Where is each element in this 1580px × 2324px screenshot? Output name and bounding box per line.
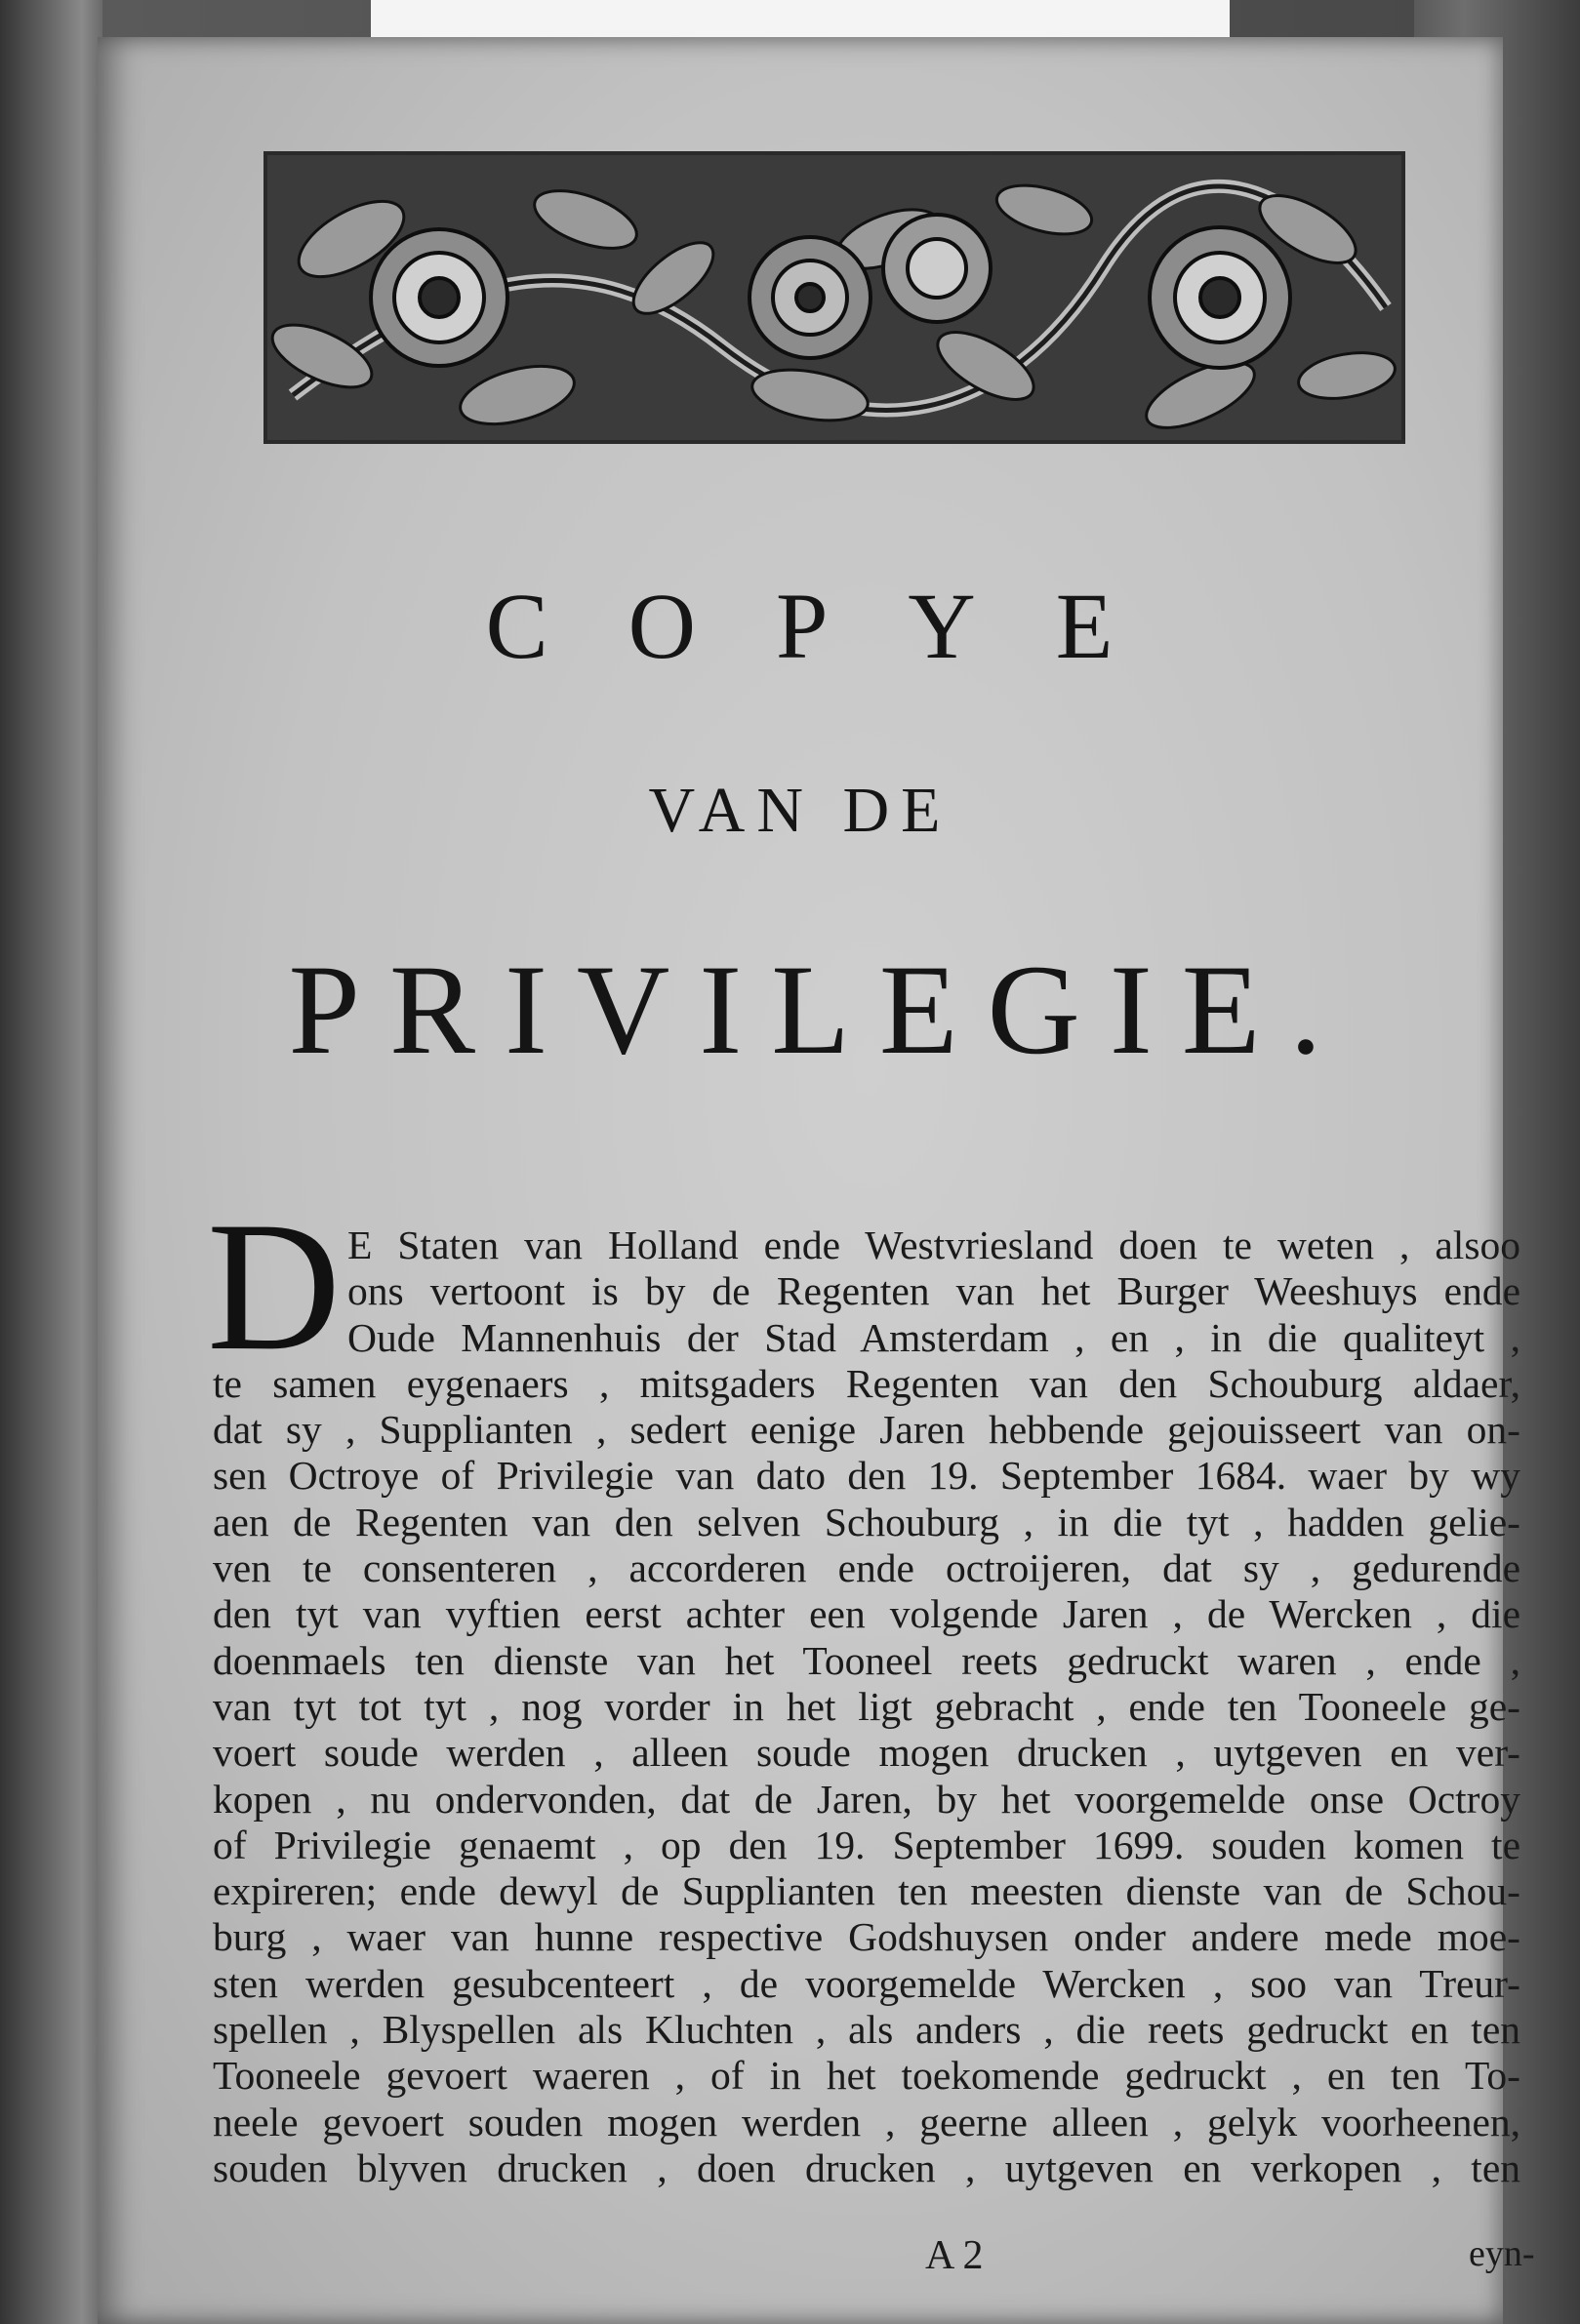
woodcut-floral-headpiece	[263, 151, 1405, 444]
text-line: ons vertoont is by de Regenten van het Burger Weeshuys ende	[347, 1268, 1520, 1314]
text-line: kopen , nu ondervonden, dat de Jaren, by het voorgemelde onse Octroy	[213, 1776, 1520, 1822]
paper-slip	[371, 0, 1230, 39]
text-line: Tooneele gevoert waeren , of in het toekomende gedruckt , en ten To-	[213, 2053, 1520, 2099]
text-line: expireren; ende dewyl de Supplianten ten meesten dienste van de Schou-	[213, 1868, 1520, 1914]
book-page	[98, 37, 1535, 2324]
text-line: van tyt tot tyt , nog vorder in het ligt gebracht , ende ten Tooneele ge-	[213, 1683, 1520, 1729]
title-van-de: VAN DE	[648, 775, 952, 846]
text-line: te samen eygenaers , mitsgaders Regenten van den Schouburg aldaer,	[213, 1360, 1520, 1406]
catchword: eyn-	[1469, 2233, 1535, 2274]
text-line: dat sy , Supplianten , sedert eenige Jaren hebbende gejouisseert van on-	[213, 1407, 1520, 1453]
title-privilegie: PRIVILEGIE.	[288, 938, 1352, 1081]
text-line: voert soude werden , alleen soude mogen drucken , uytgeven en ver-	[213, 1730, 1520, 1776]
text-line: neele gevoert souden mogen werden , geerne alleen , gelyk voorheenen,	[213, 2099, 1520, 2144]
drop-cap-initial: D	[207, 1184, 342, 1389]
text-line: sten werden gesubcenteert , de voorgemelde Wercken , soo van Treur-	[213, 1960, 1520, 2006]
text-line: sen Octroye of Privilegie van dato den 19. September 1684. waer by wy	[213, 1453, 1520, 1499]
text-line: den tyt van vyftien eerst achter een volgende Jaren , de Wercken , die	[213, 1591, 1520, 1637]
text-line: souden blyven drucken , doen drucken , uytgeven en verkopen , ten	[213, 2144, 1520, 2190]
text-line: burg , waer van hunne respective Godshuysen onder andere mede moe-	[213, 1914, 1520, 1960]
text-line: ven te consenteren , accorderen ende octroijeren, dat sy , gedurende	[213, 1545, 1520, 1591]
book-gutter-edge	[0, 0, 102, 2324]
text-line: E Staten van Holland ende Westvriesland doen te weten , alsoo	[347, 1222, 1520, 1267]
text-line: doenmaels ten dienste van het Tooneel reets gedruckt waren , ende ,	[213, 1637, 1520, 1683]
text-line: aen de Regenten van den selven Schouburg , in die tyt , hadden gelie-	[213, 1499, 1520, 1544]
text-line: of Privilegie genaemt , op den 19. September 1699. souden komen te	[213, 1822, 1520, 1867]
privilege-body-text	[213, 1222, 1520, 2191]
signature-mark: A 2	[925, 2233, 984, 2278]
text-line: Oude Mannenhuis der Stad Amsterdam , en , in die qualiteyt ,	[347, 1314, 1520, 1360]
text-line: spellen , Blyspellen als Kluchten , als anders , die reets gedruckt en ten	[213, 2007, 1520, 2053]
title-copye: COPYE	[485, 574, 1194, 678]
